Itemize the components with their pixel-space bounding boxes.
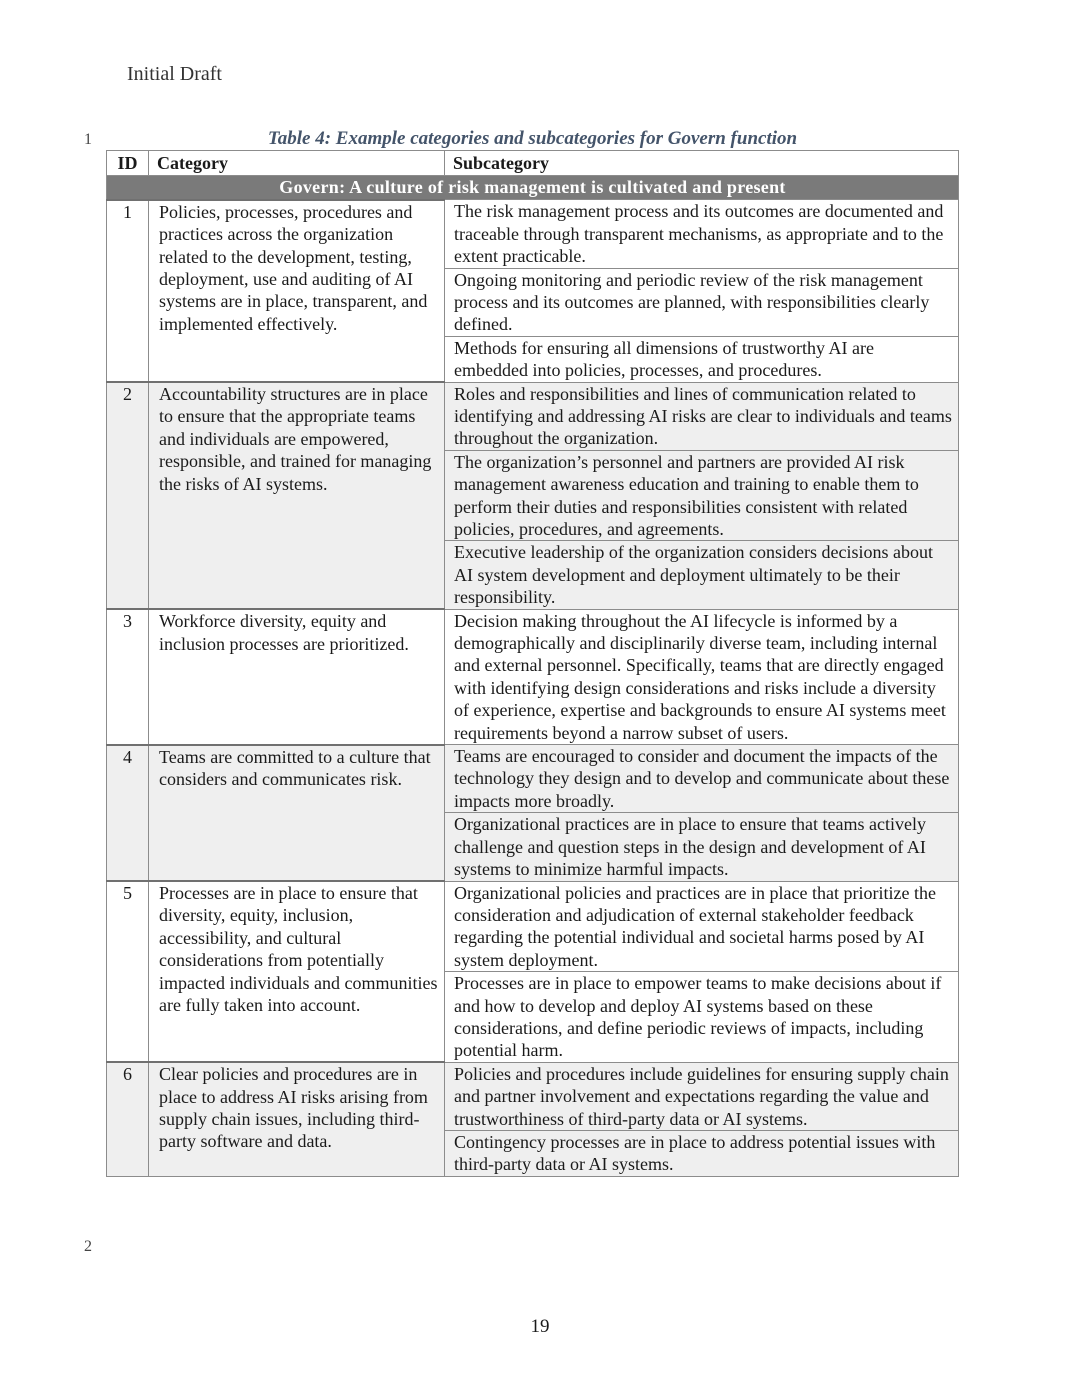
line-number: 2	[84, 1238, 92, 1255]
row-subcategory: Methods for ensuring all dimensions of trustworthy AI are embedded into policies, processes, and procedures.	[445, 336, 959, 382]
running-header: Initial Draft	[127, 63, 222, 85]
table-row	[107, 881, 959, 972]
row-category: Processes are in place to ensure that diversity, equity, inclusion, accessibility, and cultural considerations from potentially impacted individuals and communities are fully taken into account.	[149, 881, 445, 1062]
table-row	[107, 382, 959, 450]
row-category: Workforce diversity, equity and inclusion processes are prioritized.	[149, 609, 445, 744]
row-subcategory: Contingency processes are in place to address potential issues with third-party data or AI systems.	[445, 1130, 959, 1176]
line-number: 1	[84, 131, 92, 148]
row-subcategory: Executive leadership of the organization considers decisions about AI system development and deployment ultimately to be their responsibility.	[445, 541, 959, 609]
section-title: Govern: A culture of risk management is cultivated and present	[107, 176, 959, 200]
table-header-row	[107, 151, 959, 176]
row-subcategory: The risk management process and its outcomes are documented and traceable through transparent mechanisms, as appropriate and to the extent practicable.	[445, 200, 959, 268]
row-subcategory: Teams are encouraged to consider and document the impacts of the technology they design and to develop and communicate about these impacts more broadly.	[445, 745, 959, 813]
row-id: 3	[107, 609, 149, 744]
table-row	[107, 1062, 959, 1130]
row-category: Accountability structures are in place to ensure that the appropriate teams and individuals are empowered, responsible, and trained for managing the risks of AI systems.	[149, 382, 445, 609]
section-band-row	[107, 176, 959, 200]
row-subcategory: Organizational practices are in place to ensure that teams actively challenge and question steps in the design and development of AI systems to minimize harmful impacts.	[445, 813, 959, 881]
table-row	[107, 745, 959, 813]
table-row	[107, 200, 959, 268]
table-row	[107, 609, 959, 744]
column-header-subcategory: Subcategory	[445, 151, 959, 176]
row-category: Clear policies and procedures are in place to address AI risks arising from supply chain issues, including third-party software and data.	[149, 1062, 445, 1176]
row-subcategory: Roles and responsibilities and lines of communication related to identifying and addressing AI risks are clear to individuals and teams throughout the organization.	[445, 382, 959, 450]
row-subcategory: Policies and procedures include guidelines for ensuring supply chain and partner involvement and expectations regarding the value and trustworthiness of third-party data or AI systems.	[445, 1062, 959, 1130]
row-subcategory: Processes are in place to empower teams to make decisions about if and how to develop and deploy AI systems based on these considerations, and define periodic reviews of impacts, including potential harm.	[445, 972, 959, 1063]
row-id: 1	[107, 200, 149, 382]
row-id: 2	[107, 382, 149, 609]
row-subcategory: Organizational policies and practices are in place that prioritize the consideration and adjudication of external stakeholder feedback regarding the potential individual and societal harms posed by AI system deployment.	[445, 881, 959, 972]
table-caption: Table 4: Example categories and subcategories for Govern function	[267, 128, 798, 149]
row-id: 6	[107, 1062, 149, 1176]
column-header-id: ID	[107, 151, 149, 176]
row-id: 4	[107, 745, 149, 881]
row-id: 5	[107, 881, 149, 1062]
column-header-category: Category	[149, 151, 445, 176]
row-subcategory: The organization’s personnel and partners are provided AI risk management awareness education and training to enable them to perform their duties and responsibilities consistent with related policies, procedures, and agreements.	[445, 450, 959, 541]
row-subcategory: Ongoing monitoring and periodic review of the risk management process and its outcomes are planned, with responsibilities clearly defined.	[445, 268, 959, 336]
row-subcategory: Decision making throughout the AI lifecycle is informed by a demographically and disciplinarily diverse team, including internal and external personnel. Specifically, teams that are directly engaged with identifying design considerations and risks include a diversity of experience, expertise and backgrounds to ensure AI systems meet requirements beyond a narrow subset of users.	[445, 609, 959, 744]
govern-table	[106, 150, 959, 1177]
page-number: 19	[530, 1316, 550, 1337]
row-category: Teams are committed to a culture that considers and communicates risk.	[149, 745, 445, 881]
row-category: Policies, processes, procedures and practices across the organization related to the development, testing, deployment, use and auditing of AI systems are in place, transparent, and implemented effectively.	[149, 200, 445, 382]
